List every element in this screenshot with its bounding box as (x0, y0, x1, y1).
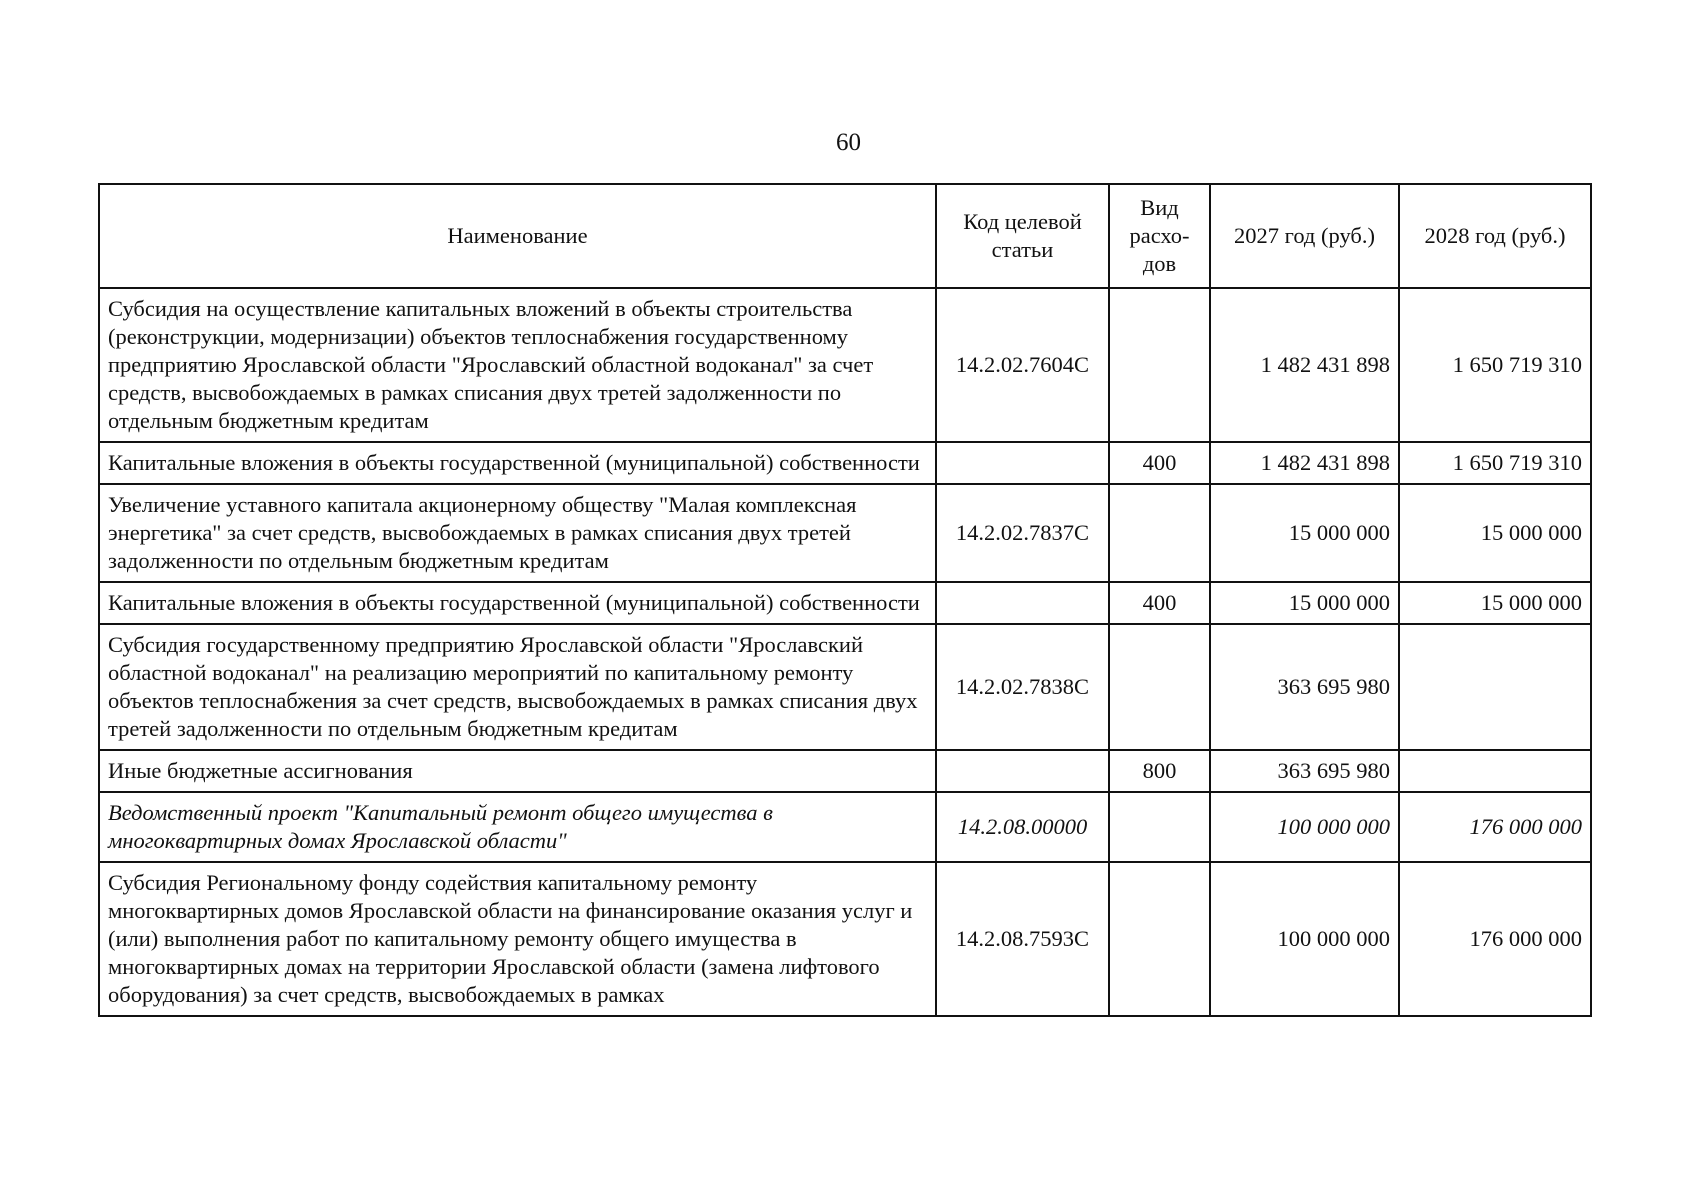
cell-amount-2028: 15 000 000 (1399, 582, 1591, 624)
cell-expense-type (1109, 288, 1210, 442)
cell-name: Увеличение уставного капитала акционерному обществу "Малая комплексная энергетика" за счет средств, высвобождаемых в рамках списания двух третей задолженности по отдельным бюджетным кредитам (99, 484, 936, 582)
header-2027: 2027 год (руб.) (1210, 184, 1399, 288)
cell-code (936, 442, 1109, 484)
cell-amount-2028 (1399, 750, 1591, 792)
table-row (99, 624, 1591, 750)
cell-name: Капитальные вложения в объекты государственной (муниципальной) собственности (99, 442, 936, 484)
table-body (99, 288, 1591, 1016)
table-row (99, 288, 1591, 442)
cell-amount-2028: 1 650 719 310 (1399, 442, 1591, 484)
header-code: Код целевой статьи (936, 184, 1109, 288)
cell-amount-2027: 100 000 000 (1210, 862, 1399, 1016)
table-row (99, 582, 1591, 624)
cell-code: 14.2.08.00000 (936, 792, 1109, 862)
cell-code (936, 750, 1109, 792)
table-row (99, 862, 1591, 1016)
cell-expense-type (1109, 624, 1210, 750)
cell-amount-2028 (1399, 624, 1591, 750)
cell-expense-type: 400 (1109, 582, 1210, 624)
cell-code: 14.2.02.7837С (936, 484, 1109, 582)
cell-name: Ведомственный проект "Капитальный ремонт общего имущества в многоквартирных домах Ярославской области" (99, 792, 936, 862)
header-type: Вид расхо-дов (1109, 184, 1210, 288)
cell-name: Субсидия государственному предприятию Ярославской области "Ярославский областной водоканал" на реализацию мероприятий по капитальному ремонту объектов теплоснабжения за счет средств, высвобождаемых в рамках списания двух третей задолженности по отдельным бюджетным кредитам (99, 624, 936, 750)
cell-name: Субсидия Региональному фонду содействия капитальному ремонту многоквартирных домов Ярославской области на финансирование оказания услуг и (или) выполнения работ по капитальному ремонту общего имущества в многоквартирных домах на территории Ярославской области (замена лифтового оборудования) за счет средств, высвобождаемых в рамках (99, 862, 936, 1016)
cell-expense-type: 400 (1109, 442, 1210, 484)
cell-code: 14.2.02.7838С (936, 624, 1109, 750)
table-row (99, 750, 1591, 792)
cell-code (936, 582, 1109, 624)
page-number: 60 (836, 129, 861, 156)
cell-amount-2027: 15 000 000 (1210, 582, 1399, 624)
cell-amount-2027: 363 695 980 (1210, 750, 1399, 792)
cell-expense-type (1109, 484, 1210, 582)
cell-name: Иные бюджетные ассигнования (99, 750, 936, 792)
budget-table (98, 183, 1592, 1017)
table-row (99, 792, 1591, 862)
header-name: Наименование (99, 184, 936, 288)
cell-code: 14.2.02.7604С (936, 288, 1109, 442)
header-2028: 2028 год (руб.) (1399, 184, 1591, 288)
cell-expense-type (1109, 792, 1210, 862)
cell-name: Капитальные вложения в объекты государственной (муниципальной) собственности (99, 582, 936, 624)
cell-amount-2027: 1 482 431 898 (1210, 288, 1399, 442)
cell-amount-2027: 363 695 980 (1210, 624, 1399, 750)
cell-amount-2028: 1 650 719 310 (1399, 288, 1591, 442)
cell-expense-type: 800 (1109, 750, 1210, 792)
cell-amount-2027: 1 482 431 898 (1210, 442, 1399, 484)
table-header-row (99, 184, 1591, 288)
cell-code: 14.2.08.7593С (936, 862, 1109, 1016)
cell-amount-2028: 15 000 000 (1399, 484, 1591, 582)
cell-amount-2027: 100 000 000 (1210, 792, 1399, 862)
table-row (99, 484, 1591, 582)
cell-amount-2028: 176 000 000 (1399, 792, 1591, 862)
cell-amount-2028: 176 000 000 (1399, 862, 1591, 1016)
cell-amount-2027: 15 000 000 (1210, 484, 1399, 582)
cell-expense-type (1109, 862, 1210, 1016)
cell-name: Субсидия на осуществление капитальных вложений в объекты строительства (реконструкции, модернизации) объектов теплоснабжения государственному предприятию Ярославской области "Ярославский областной водоканал" за счет средств, высвобождаемых в рамках списания двух третей задолженности по отдельным бюджетным кредитам (99, 288, 936, 442)
table-row (99, 442, 1591, 484)
